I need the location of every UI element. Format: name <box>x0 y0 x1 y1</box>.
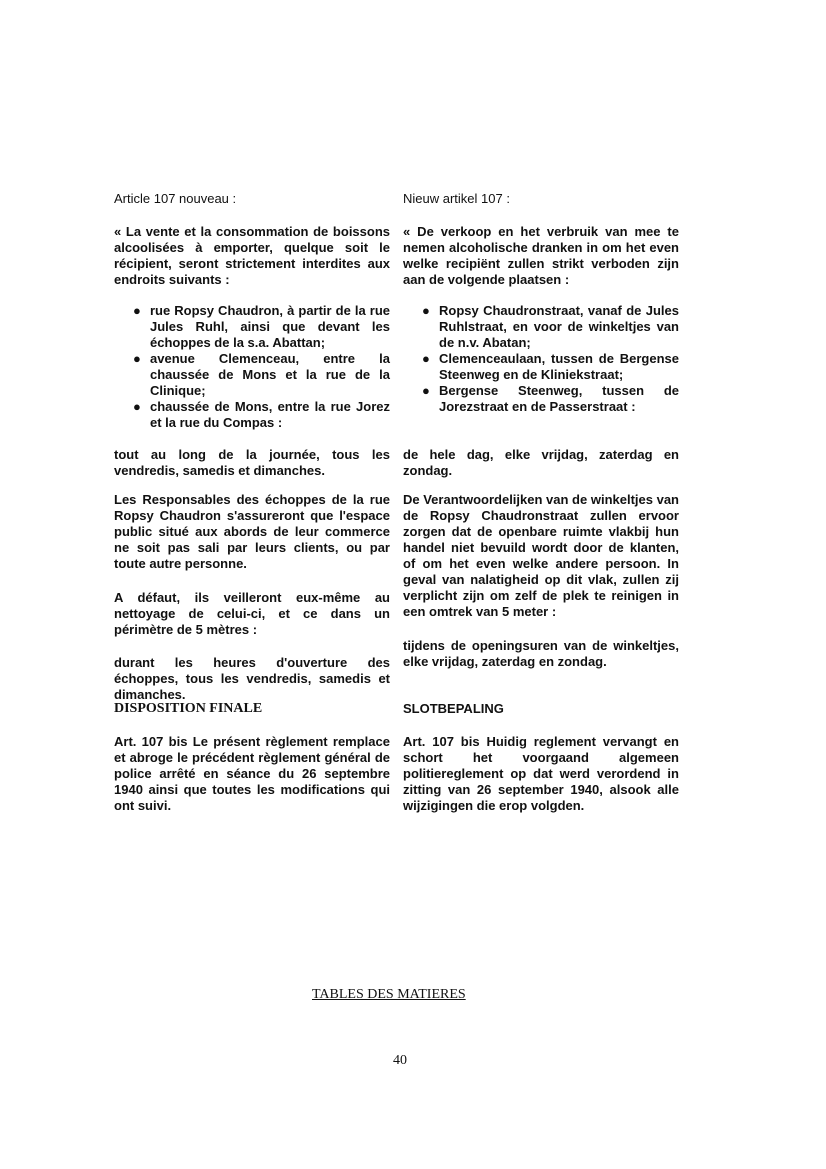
table-of-contents-link[interactable]: TABLES DES MATIERES <box>312 987 466 1002</box>
paragraph-fr-2: Les Responsables des échoppes de la rue Ropsy Chaudron s'assureront que l'espace public situé aux abords de leur commerce ne soit pas sali par leurs clients, ou par toute autre personne. <box>114 492 390 571</box>
page-number: 40 <box>393 1053 407 1068</box>
bullet-icon: ● <box>422 383 430 398</box>
article-107bis-nl <box>403 734 679 814</box>
intro-nl: « De verkoop en het verbruik van mee te nemen alcoholische dranken in om het even welke recipiënt zullen strikt verboden zijn aan de volgende plaatsen : <box>403 224 679 287</box>
list-item: ● avenue Clemenceau, entre la chaussée de Mons et la rue de la Clinique; <box>133 351 390 398</box>
bullet-icon: ● <box>422 351 430 366</box>
bullet-icon: ● <box>133 303 141 318</box>
paragraph-fr-3: A défaut, ils veilleront eux-même au nettoyage de celui-ci, et ce dans un périmètre de 5 mètres : <box>114 590 390 637</box>
paragraph-nl-3: tijdens de openingsuren van de winkeltjes, elke vrijdag, zaterdag en zondag. <box>403 638 679 669</box>
bullet-list-fr <box>114 303 390 431</box>
paragraph-nl-1: de hele dag, elke vrijdag, zaterdag en zondag. <box>403 447 679 478</box>
paragraph-nl-2: De Verantwoordelijken van de winkeltjes van de Ropsy Chaudronstraat zullen ervoor zorgen dat de openbare ruimte vlakbij hun handel niet bevuild wordt door de klanten, of om het even welke andere persoon. In geval van nalatigheid op dit vlak, zullen zij verplicht zijn om zelf de plek te reinigen in een omtrek van 5 meter : <box>403 492 679 619</box>
section-heading-nl: SLOTBEPALING <box>403 701 504 716</box>
bullet-icon: ● <box>422 303 430 318</box>
list-item: ● Clemenceaulaan, tussen de Bergense Steenweg en de Kliniekstraat; <box>422 351 679 382</box>
list-item: ● Bergense Steenweg, tussen de Jorezstraat en de Passerstraat : <box>422 383 679 414</box>
article-text: Huidig reglement vervangt en schort het voorgaand algemeen politiereglement op dat werd verordend in zitting van 26 september 1940, alsook alle wijzigingen die erop volgden. <box>403 734 679 813</box>
bullet-icon: ● <box>133 351 141 366</box>
section-heading-fr: DISPOSITION FINALE <box>114 701 263 716</box>
article-107bis-fr <box>114 734 390 814</box>
list-item: ● rue Ropsy Chaudron, à partir de la rue Jules Ruhl, ainsi que devant les échoppes de la s.a. Abattan; <box>133 303 390 350</box>
article-heading-nl: Nieuw artikel 107 : <box>403 191 510 206</box>
article-label: Art. 107 bis <box>403 734 480 749</box>
list-item: ● Ropsy Chaudronstraat, vanaf de Jules Ruhlstraat, en voor de winkeltjes van de n.v. Abatan; <box>422 303 679 350</box>
bullet-list-nl <box>403 303 679 415</box>
article-heading-fr: Article 107 nouveau : <box>114 191 237 206</box>
intro-fr: « La vente et la consommation de boissons alcoolisées à emporter, quelque soit le récipient, seront strictement interdites aux endroits suivants : <box>114 224 390 287</box>
paragraph-fr-4: durant les heures d'ouverture des échoppes, tous les vendredis, samedis et dimanches. <box>114 655 390 702</box>
bullet-icon: ● <box>133 399 141 414</box>
article-text: Le présent règlement remplace et abroge le précédent règlement général de police arrêté en séance du 26 septembre 1940 ainsi que toutes les modifications qui ont suivi. <box>114 734 390 813</box>
list-item: ● chaussée de Mons, entre la rue Jorez et la rue du Compas : <box>133 399 390 430</box>
article-label: Art. 107 bis <box>114 734 188 749</box>
paragraph-fr-1: tout au long de la journée, tous les vendredis, samedis et dimanches. <box>114 447 390 478</box>
